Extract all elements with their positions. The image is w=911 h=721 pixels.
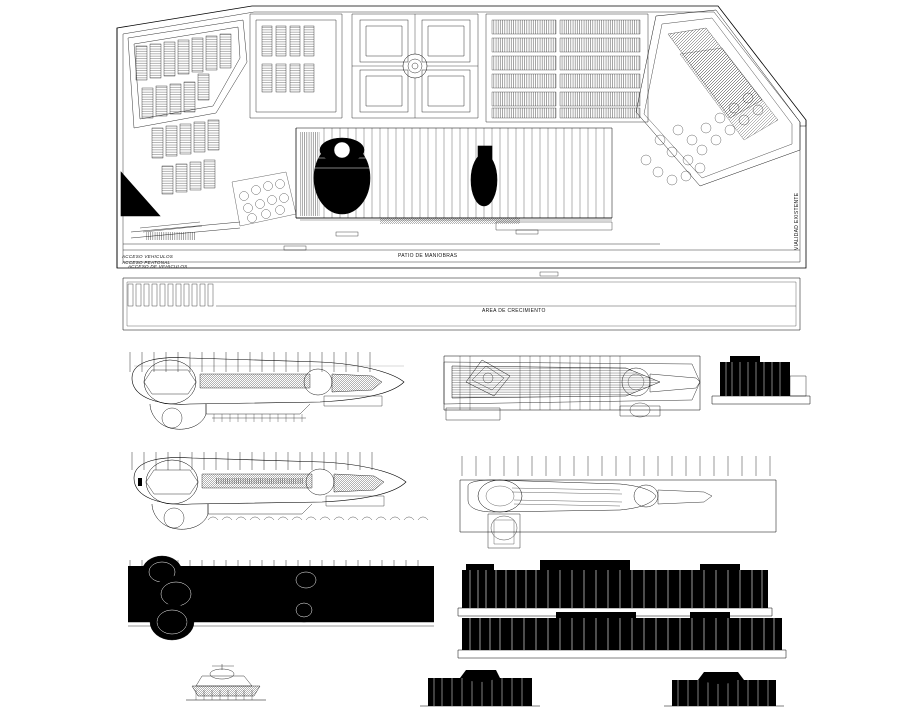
- label-acceso-vehiculos-2: ACCESO DE VEHICULOS: [128, 264, 188, 269]
- upper-left-floor-plan-view: [128, 348, 434, 436]
- bottom-right-section-view: [664, 672, 784, 706]
- small-section-view: [712, 356, 810, 404]
- right-top-elevation-view: [458, 560, 772, 616]
- label-vialidad-existente: VIALIDAD EXISTENTE: [794, 192, 800, 250]
- label-acceso-vehiculos-1: ACCESO VEHICULOS: [122, 254, 174, 259]
- left-filled-elevation-view: [128, 556, 434, 640]
- label-area-crecimiento: AREA DE CRECIMIENTO: [482, 308, 546, 314]
- site-plan-view: [117, 6, 806, 330]
- upper-right-roof-plan-view: [444, 356, 700, 420]
- lower-left-floor-plan-view: [132, 452, 428, 529]
- bottom-center-section-view: [420, 670, 540, 706]
- right-bottom-elevation-view: [458, 612, 786, 658]
- label-patio-maniobras: PATIO DE MANIOBRAS: [398, 253, 458, 259]
- lower-right-floor-plan-view: [460, 456, 776, 548]
- bottom-left-section-view: [186, 664, 266, 700]
- label-acceso-peatonal: ACCESO PEATONAL: [122, 260, 171, 265]
